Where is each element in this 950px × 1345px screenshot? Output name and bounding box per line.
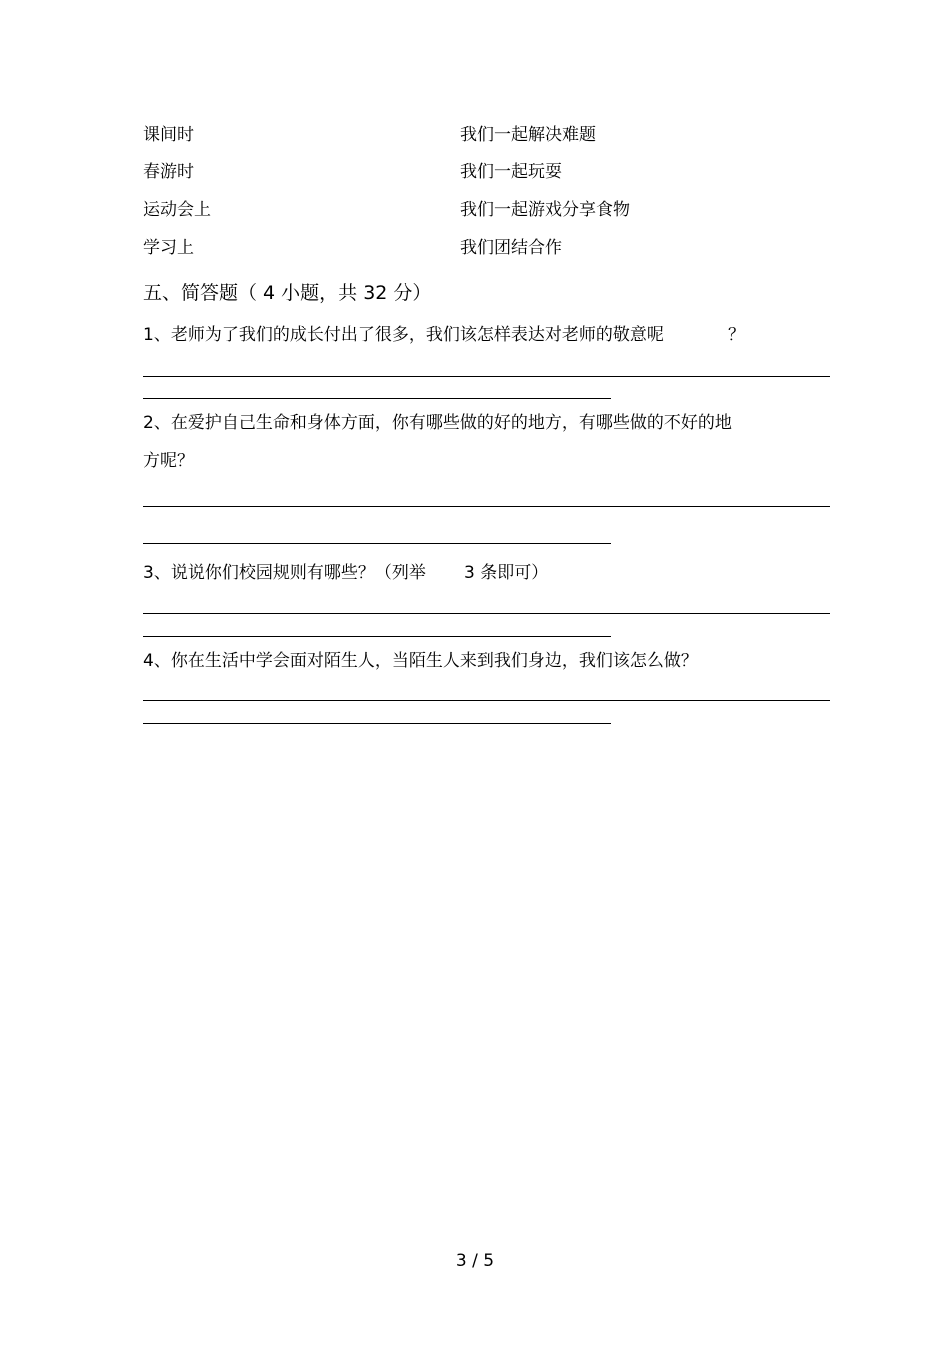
answer-line[interactable] xyxy=(143,613,830,614)
question-3-suffix: 3 条即可） xyxy=(464,563,549,583)
answer-line[interactable] xyxy=(143,723,611,724)
match-left-3: 运动会上 xyxy=(143,200,211,220)
match-left-2: 春游时 xyxy=(143,162,194,182)
answer-line[interactable] xyxy=(143,376,830,377)
question-3-text: 3、说说你们校园规则有哪些？（列举 xyxy=(143,563,426,583)
match-left-4: 学习上 xyxy=(143,238,194,258)
question-1-text: 1、老师为了我们的成长付出了很多，我们该怎样表达对老师的敬意呢 xyxy=(143,325,664,345)
answer-line[interactable] xyxy=(143,543,611,544)
answer-line[interactable] xyxy=(143,398,611,399)
answer-line[interactable] xyxy=(143,700,830,701)
question-4-text: 4、你在生活中学会面对陌生人，当陌生人来到我们身边，我们该怎么做？ xyxy=(143,651,698,671)
question-2-text-cont: 方呢？ xyxy=(143,451,194,471)
question-2-text: 2、在爱护自己生命和身体方面，你有哪些做的好的地方，有哪些做的不好的地 xyxy=(143,413,732,433)
match-right-3: 我们一起游戏分享食物 xyxy=(460,200,630,220)
match-left-1: 课间时 xyxy=(143,125,194,145)
answer-line[interactable] xyxy=(143,506,830,507)
section-title: 五、简答题（ 4 小题，共 32 分） xyxy=(143,282,432,304)
answer-line[interactable] xyxy=(143,636,611,637)
page-number: 3 / 5 xyxy=(455,1251,495,1271)
question-1-mark: ？ xyxy=(728,325,745,345)
match-right-4: 我们团结合作 xyxy=(460,238,562,258)
match-right-1: 我们一起解决难题 xyxy=(460,125,596,145)
match-right-2: 我们一起玩耍 xyxy=(460,162,562,182)
